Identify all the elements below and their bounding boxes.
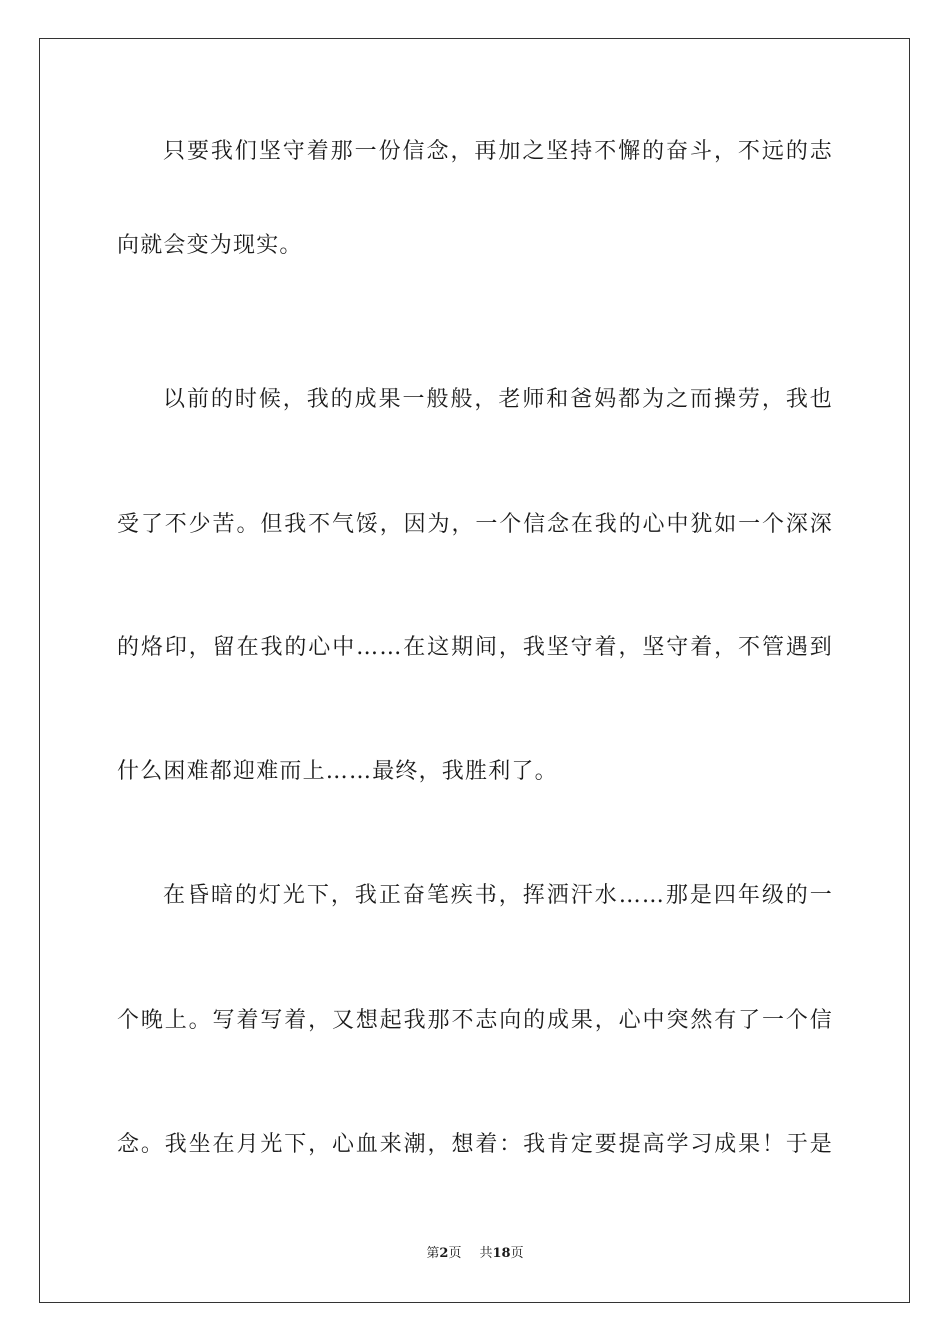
footer-total-suffix: 页 xyxy=(510,1246,524,1261)
text-line-9: 念。我坐在月光下，心血来潮，想着：我肯定要提高学习成果！于是 xyxy=(117,1132,833,1157)
text-line-3: 以前的时候，我的成果一般般，老师和爸妈都为之而操劳，我也 xyxy=(163,387,833,412)
footer-total-pages: 18 xyxy=(492,1246,511,1261)
text-line-6: 什么困难都迎难而上……最终，我胜利了。 xyxy=(117,759,558,784)
footer-page-suffix: 页 xyxy=(448,1246,462,1261)
text-line-5: 的烙印，留在我的心中……在这期间，我坚守着，坚守着，不管遇到 xyxy=(117,635,833,660)
text-line-1: 只要我们坚守着那一份信念，再加之坚持不懈的奋斗，不远的志 xyxy=(163,139,833,164)
footer-page-prefix: 第 xyxy=(426,1246,440,1261)
footer-page-number: 2 xyxy=(439,1246,449,1261)
text-line-7: 在昏暗的灯光下，我正奋笔疾书，挥洒汗水……那是四年级的一 xyxy=(163,883,833,908)
page-footer xyxy=(0,1245,950,1263)
text-line-4: 受了不少苦。但我不气馁，因为，一个信念在我的心中犹如一个深深 xyxy=(117,512,833,537)
footer-total-prefix: 共 xyxy=(479,1246,493,1261)
page-border xyxy=(39,38,910,1303)
text-line-2: 向就会变为现实。 xyxy=(117,233,303,258)
text-line-8: 个晚上。写着写着，又想起我那不志向的成果，心中突然有了一个信 xyxy=(117,1008,833,1033)
